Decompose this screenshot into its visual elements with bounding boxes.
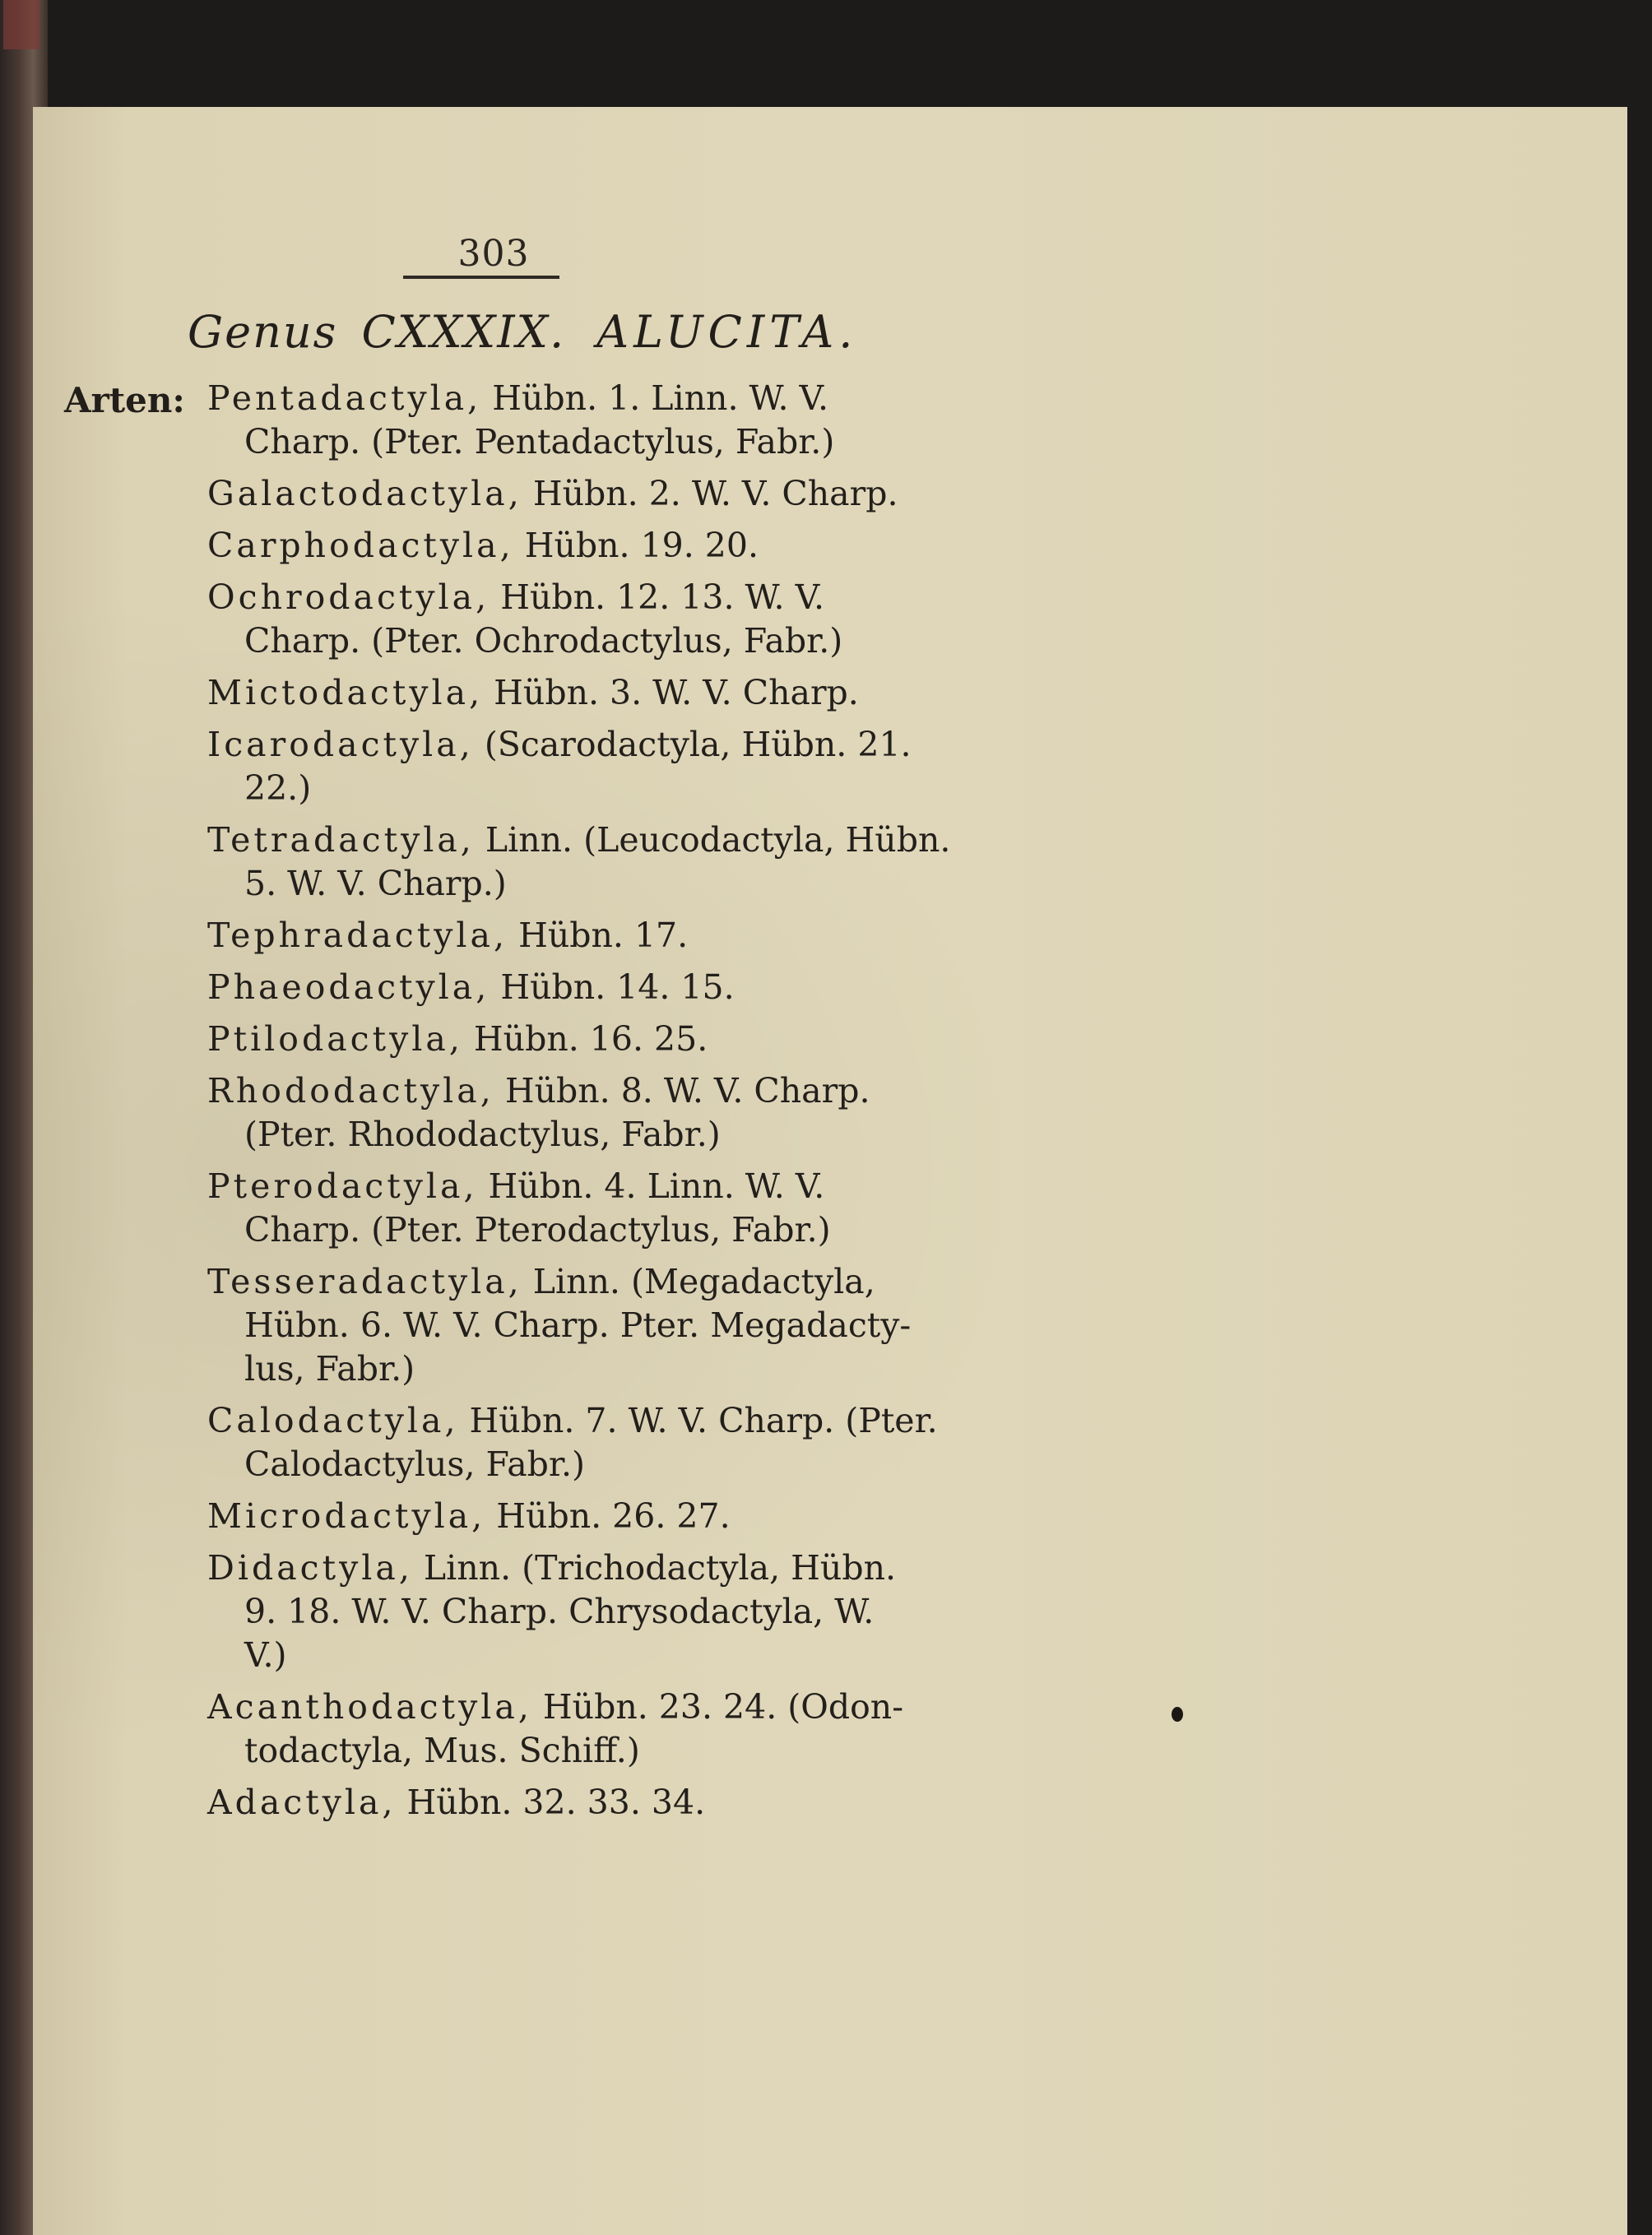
genus-heading [188, 306, 928, 358]
species-entry [207, 1495, 923, 1538]
page-number: 303 [457, 233, 530, 275]
species-reference-text: Linn. (Megadactyla, [532, 1262, 875, 1301]
species-reference-text: Hübn. 6. W. V. Charp. Pter. Megadacty- [244, 1305, 912, 1345]
species-entry-first-line [207, 671, 923, 715]
species-name: Pterodactyla, [207, 1166, 478, 1206]
species-entry-first-line [207, 377, 923, 420]
species-entry-first-line [207, 1069, 923, 1113]
species-name: Icarodactyla, [207, 725, 474, 764]
species-reference-text: Hübn. 3. W. V. Charp. [494, 673, 859, 712]
genus-number: CXXXIX. [361, 306, 566, 358]
species-reference-text: V.) [244, 1635, 287, 1675]
species-entry-first-line [207, 914, 923, 958]
species-name: Didactyla, [207, 1548, 413, 1588]
species-name: Mictodactyla, [207, 673, 484, 712]
species-name: Galactodactyla, [207, 474, 522, 513]
species-entry-continuation-line [207, 1304, 923, 1347]
species-reference-text: todactyla, Mus. Schiff.) [244, 1731, 640, 1770]
species-name: Calodactyla, [207, 1401, 459, 1440]
species-entry [207, 1546, 923, 1677]
species-reference-text: Linn. (Trichodactyla, Hübn. [423, 1548, 897, 1588]
species-entry-first-line [207, 966, 923, 1009]
species-entry-continuation-line [207, 1590, 923, 1634]
species-name: Tetradactyla, [207, 820, 475, 860]
species-entry [207, 524, 923, 568]
species-entry-first-line [207, 1260, 923, 1304]
ink-spot-mark [1172, 1707, 1183, 1722]
species-reference-text: Charp. (Pter. Pentadactylus, Fabr.) [244, 422, 835, 461]
species-reference-text: Hübn. 17. [518, 916, 689, 955]
species-entry [207, 1399, 938, 1486]
species-entry-continuation-line [207, 1347, 923, 1391]
species-reference-text: (Scarodactyla, Hübn. 21. [484, 725, 912, 764]
species-name: Tephradactyla, [207, 916, 508, 955]
page-number-rule [403, 276, 559, 279]
species-entry-continuation-line [207, 767, 923, 810]
species-reference-text: 5. W. V. Charp.) [244, 864, 507, 903]
species-reference-text: Hübn. 19. 20. [524, 526, 759, 565]
species-list [207, 377, 951, 1833]
species-reference-text: lus, Fabr.) [244, 1349, 415, 1389]
species-reference-text: Calodactylus, Fabr.) [244, 1444, 586, 1484]
species-entry [207, 818, 951, 906]
species-name: Adactyla, [207, 1783, 397, 1822]
species-entry-continuation-line [207, 1443, 923, 1486]
species-entry [207, 1018, 923, 1061]
species-reference-text: 9. 18. W. V. Charp. Chrysodactyla, W. [244, 1592, 875, 1631]
species-entry [207, 914, 923, 958]
species-entry-continuation-line [207, 1729, 923, 1773]
species-entry-first-line [207, 1781, 923, 1825]
species-entry [207, 472, 923, 516]
species-entry-continuation-line [207, 862, 923, 906]
species-entry-first-line [207, 818, 951, 862]
species-name: Acanthodactyla, [207, 1687, 532, 1727]
species-entry-first-line [207, 1495, 923, 1538]
species-entry [207, 1260, 923, 1391]
species-side-label: Arten: [64, 380, 185, 420]
species-reference-text: Hübn. 1. Linn. W. V. [492, 378, 829, 418]
species-entry [207, 377, 923, 464]
species-reference-text: Hübn. 2. W. V. Charp. [532, 474, 898, 513]
species-entry [207, 723, 923, 810]
genus-prefix: Genus [188, 306, 338, 358]
species-entry [207, 1686, 923, 1773]
genus-name: ALUCITA. [596, 306, 858, 358]
species-reference-text: 22.) [244, 768, 312, 808]
species-reference-text: Hübn. 8. W. V. Charp. [504, 1071, 870, 1111]
species-reference-text: Hübn. 7. W. V. Charp. (Pter. [469, 1401, 938, 1440]
species-reference-text: (Pter. Rhododactylus, Fabr.) [244, 1115, 721, 1154]
species-reference-text: Hübn. 26. 27. [496, 1496, 731, 1536]
species-reference-text: Hübn. 12. 13. W. V. [500, 577, 825, 617]
species-reference-text: Linn. (Leucodactyla, Hübn. [485, 820, 951, 860]
species-entry-continuation-line [207, 1208, 923, 1252]
species-entry [207, 966, 923, 1009]
species-reference-text: Hübn. 16. 25. [473, 1019, 708, 1059]
species-reference-text: Hübn. 23. 24. (Odon- [542, 1687, 904, 1727]
species-reference-text: Hübn. 4. Linn. W. V. [488, 1166, 825, 1206]
species-name: Microdactyla, [207, 1496, 486, 1536]
species-entry-continuation-line [207, 1113, 923, 1157]
species-entry [207, 1781, 923, 1825]
species-name: Carphodactyla, [207, 526, 514, 565]
species-entry [207, 671, 923, 715]
species-entry-first-line [207, 524, 923, 568]
species-entry [207, 576, 923, 663]
species-entry-first-line [207, 1018, 923, 1061]
species-name: Phaeodactyla, [207, 967, 490, 1007]
species-reference-text: Hübn. 32. 33. 34. [406, 1783, 706, 1822]
species-name: Ochrodactyla, [207, 577, 490, 617]
species-entry-first-line [207, 576, 923, 619]
species-reference-text: Hübn. 14. 15. [500, 967, 735, 1007]
species-entry-first-line [207, 1686, 923, 1729]
species-entry-continuation-line [207, 619, 923, 663]
species-reference-text: Charp. (Pter. Pterodactylus, Fabr.) [244, 1210, 831, 1250]
species-entry-first-line [207, 1165, 923, 1208]
species-entry-continuation-line [207, 1634, 923, 1677]
species-entry-continuation-line [207, 420, 923, 464]
species-entry-first-line [207, 1546, 923, 1590]
species-reference-text: Charp. (Pter. Ochrodactylus, Fabr.) [244, 621, 843, 661]
species-entry-first-line [207, 472, 923, 516]
species-entry [207, 1069, 923, 1157]
spine-decoration [3, 0, 39, 49]
species-entry-first-line [207, 1399, 938, 1443]
species-name: Rhododactyla, [207, 1071, 494, 1111]
species-entry [207, 1165, 923, 1252]
species-name: Tesseradactyla, [207, 1262, 522, 1301]
species-name: Ptilodactyla, [207, 1019, 463, 1059]
species-entry-first-line [207, 723, 923, 767]
species-name: Pentadactyla, [207, 378, 482, 418]
